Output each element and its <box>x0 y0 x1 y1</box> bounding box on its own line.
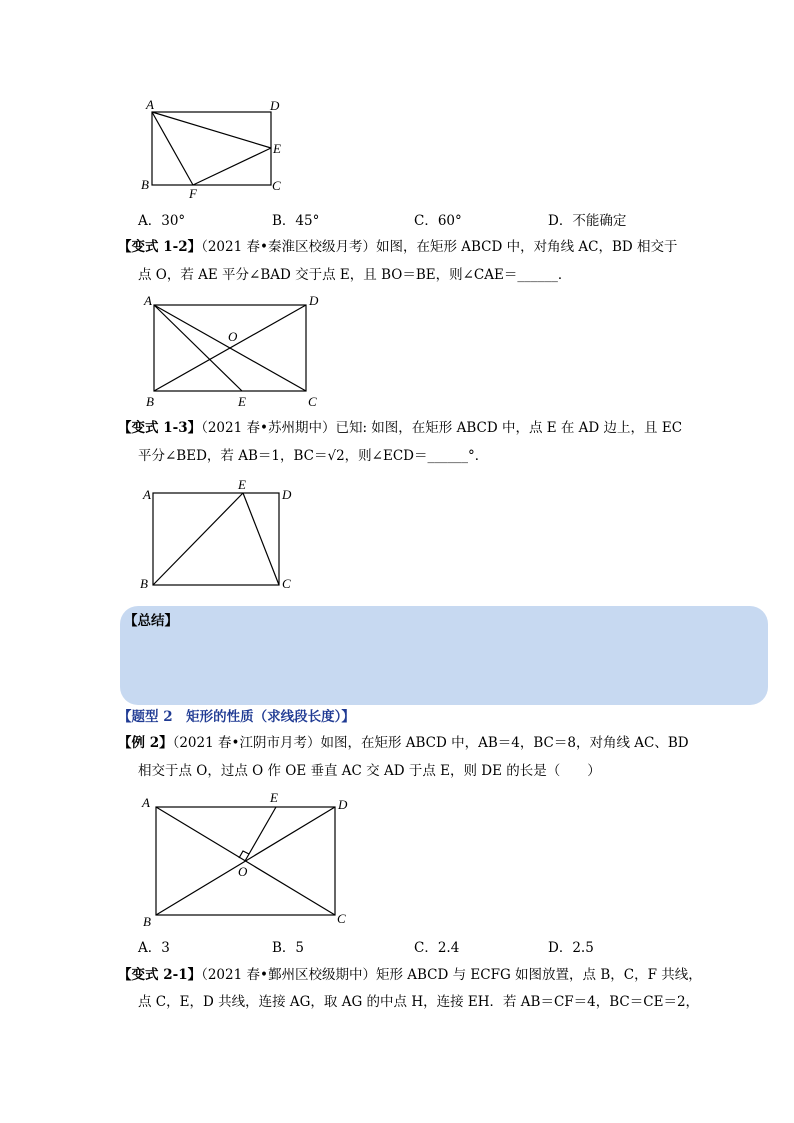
fig1-label-a: A <box>146 97 154 112</box>
variant-1-3-text2-end: °． <box>468 448 489 464</box>
example-2-line1 <box>118 733 689 753</box>
sqrt-two: √2 <box>327 448 345 464</box>
fig4-label-c: C <box>337 911 346 926</box>
fig4-label-e: E <box>270 790 278 805</box>
fig3-label-e: E <box>238 477 246 492</box>
option-b: B．45° <box>272 213 320 229</box>
variant-1-2-text2-end: ． <box>557 267 572 283</box>
variant-1-3-text2: 平分∠BED，若 AB＝1，BC＝ <box>138 448 328 464</box>
fig2-label-e: E <box>238 394 246 409</box>
fig1-label-f: F <box>189 186 197 201</box>
example-2-text1: （2021 春•江阴市月考）如图，在矩形 ABCD 中，AB＝4，BC＝8，对角线 AC、BD <box>172 735 689 751</box>
variant-1-2-tag: 【变式 1-2】 <box>118 239 202 255</box>
summary-title: 【总结】 <box>124 613 178 629</box>
fig4-label-o: O <box>238 864 248 879</box>
figure-1 <box>138 96 298 202</box>
fig1-label-e: E <box>273 141 281 156</box>
variant-2-1-line1 <box>118 965 702 985</box>
variant-1-2-line1 <box>118 237 678 257</box>
variant-1-3-line2 <box>138 446 488 466</box>
fig4-label-a: A <box>142 795 150 810</box>
fig2-label-o: O <box>228 329 238 344</box>
fig4-label-d: D <box>338 797 348 812</box>
variant-1-3-text1: （2021 春•苏州期中）已知: 如图，在矩形 ABCD 中，点 E 在 AD 边上，且 EC <box>201 420 683 436</box>
variant-2-1-text1: （2021 春•鄞州区校级期中）矩形 ABCD 与 ECFG 如图放置，点 B，C，F 共线， <box>201 967 702 983</box>
fig2-label-a: A <box>144 293 152 308</box>
fig1-label-c: C <box>272 178 281 193</box>
example-2-tag: 【例 2】 <box>118 735 173 751</box>
fig3-label-a: A <box>143 487 151 502</box>
figure-4 <box>138 788 358 930</box>
fig2-label-d: D <box>309 293 319 308</box>
summary-box <box>120 606 768 705</box>
variant-1-2-line2 <box>138 265 571 285</box>
fig1-label-b: B <box>141 177 149 192</box>
ex2-option-b: B．5 <box>272 940 305 956</box>
fig2-label-c: C <box>308 394 317 409</box>
answer-blank-2[interactable]: ______ <box>427 448 468 464</box>
answer-blank[interactable]: ______ <box>517 267 558 283</box>
fig1-label-d: D <box>270 98 280 113</box>
variant-1-2-text2: 点 O，若 AE 平分∠BAD 交于点 E，且 BO＝BE，则∠CAE＝ <box>138 267 518 283</box>
ex2-option-c: C．2.4 <box>414 940 460 956</box>
variant-2-1-line2: 点 C，E，D 共线，连接 AG，取 AG 的中点 H，连接 EH．若 AB＝CF＝4，BC＝CE＝2， <box>138 994 700 1010</box>
fig3-label-b: B <box>140 576 148 591</box>
fig3-label-d: D <box>282 487 292 502</box>
figure-3 <box>138 476 308 594</box>
type-2-title: 【题型 2 矩形的性质（求线段长度）】 <box>118 709 355 725</box>
fig3-label-c: C <box>282 576 291 591</box>
variant-1-3-tag: 【变式 1-3】 <box>118 420 202 436</box>
variant-1-3-line1 <box>118 418 682 438</box>
option-c: C．60° <box>414 213 462 229</box>
ex2-option-d: D．2.5 <box>548 940 594 956</box>
option-d: D．不能确定 <box>548 213 627 229</box>
example-2-line2: 相交于点 O，过点 O 作 OE 垂直 AC 交 AD 于点 E，则 DE 的长是（ ） <box>138 763 601 779</box>
fig4-label-b: B <box>143 914 151 929</box>
option-a: A．30° <box>138 213 186 229</box>
variant-1-2-text1: （2021 春•秦淮区校级月考）如图，在矩形 ABCD 中，对角线 AC，BD 相交于 <box>201 239 678 255</box>
ex2-option-a: A．3 <box>138 940 170 956</box>
fig2-label-b: B <box>146 394 154 409</box>
variant-2-1-tag: 【变式 2-1】 <box>118 967 202 983</box>
variant-1-3-text2-mid: ，则∠ECD＝ <box>344 448 428 464</box>
figure-2 <box>138 290 328 412</box>
